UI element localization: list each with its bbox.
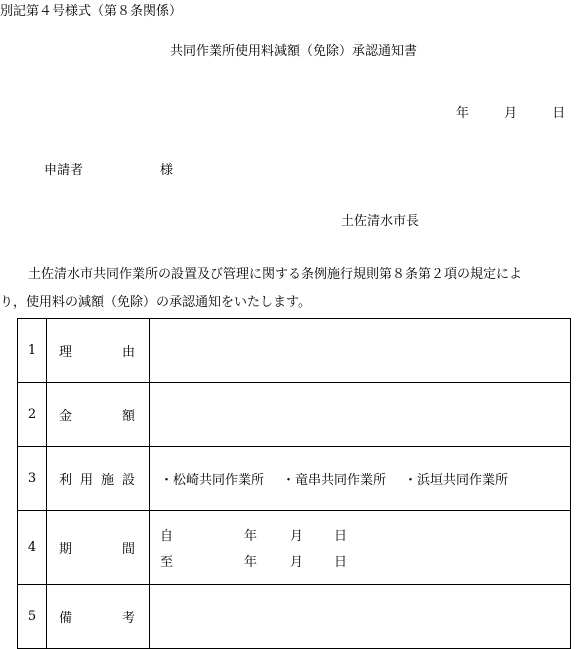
label-char: 理 [59, 345, 73, 360]
facility-option-hamagaki[interactable]: ・浜垣共同作業所 [404, 473, 509, 488]
label-char: 金 [59, 409, 73, 424]
label-char: 設 [121, 473, 135, 488]
table-row [18, 511, 571, 585]
applicant-label: 申請者 [44, 163, 84, 178]
row-number: 2 [18, 383, 47, 447]
period-to-year: 年 [244, 555, 258, 570]
label-char: 期 [59, 542, 73, 557]
label-char: 利 [59, 473, 73, 488]
row-number: 5 [18, 585, 47, 649]
row-number: 1 [18, 319, 47, 383]
body-line-2: り，使用料の減額（免除）の承認通知をいたします。 [0, 295, 311, 310]
period-to-prefix: 至 [160, 555, 174, 570]
items-table [17, 318, 571, 649]
label-char: 用 [79, 473, 93, 488]
period-from-year: 年 [244, 529, 258, 544]
period-from-month: 月 [290, 529, 304, 544]
period-to-month: 月 [290, 555, 304, 570]
facility-options [150, 447, 571, 511]
facility-option-tatsukushi[interactable]: ・竜串共同作業所 [282, 473, 387, 488]
date-day: 日 [552, 106, 566, 121]
remarks-field[interactable] [150, 585, 571, 649]
date-line [456, 102, 565, 121]
period-from-prefix: 自 [160, 529, 174, 544]
table-row [18, 585, 571, 649]
row-label-period [47, 511, 150, 585]
table-row [18, 447, 571, 511]
period-from-day: 日 [334, 529, 348, 544]
period-field[interactable] [150, 511, 571, 585]
row-label-remarks [47, 585, 150, 649]
body-text [0, 261, 587, 317]
period-to [160, 548, 570, 574]
form-number: 別記第４号様式（第８条関係） [0, 4, 183, 19]
body-line-1: 土佐清水市共同作業所の設置及び管理に関する条例施行規則第８条第２項の規定によ [28, 267, 523, 282]
row-number: 4 [18, 511, 47, 585]
label-char: 額 [121, 409, 135, 424]
row-number: 3 [18, 447, 47, 511]
amount-field[interactable] [150, 383, 571, 447]
table-row [18, 319, 571, 383]
label-char: 備 [59, 611, 73, 626]
label-char: 間 [121, 542, 135, 557]
label-char: 由 [121, 345, 135, 360]
document-title: 共同作業所使用料減額（免除）承認通知書 [169, 44, 417, 59]
issuer-name: 土佐清水市長 [341, 214, 420, 229]
label-char: 考 [121, 611, 135, 626]
reason-field[interactable] [150, 319, 571, 383]
label-char: 施 [100, 473, 114, 488]
date-month: 月 [504, 106, 518, 121]
row-label-reason [47, 319, 150, 383]
period-from [160, 522, 570, 548]
applicant-honorific: 様 [160, 163, 174, 178]
period-to-day: 日 [334, 555, 348, 570]
facility-option-matsuzaki[interactable]: ・松崎共同作業所 [160, 473, 265, 488]
date-year: 年 [456, 106, 470, 121]
table-row [18, 383, 571, 447]
row-label-facility [47, 447, 150, 511]
row-label-amount [47, 383, 150, 447]
